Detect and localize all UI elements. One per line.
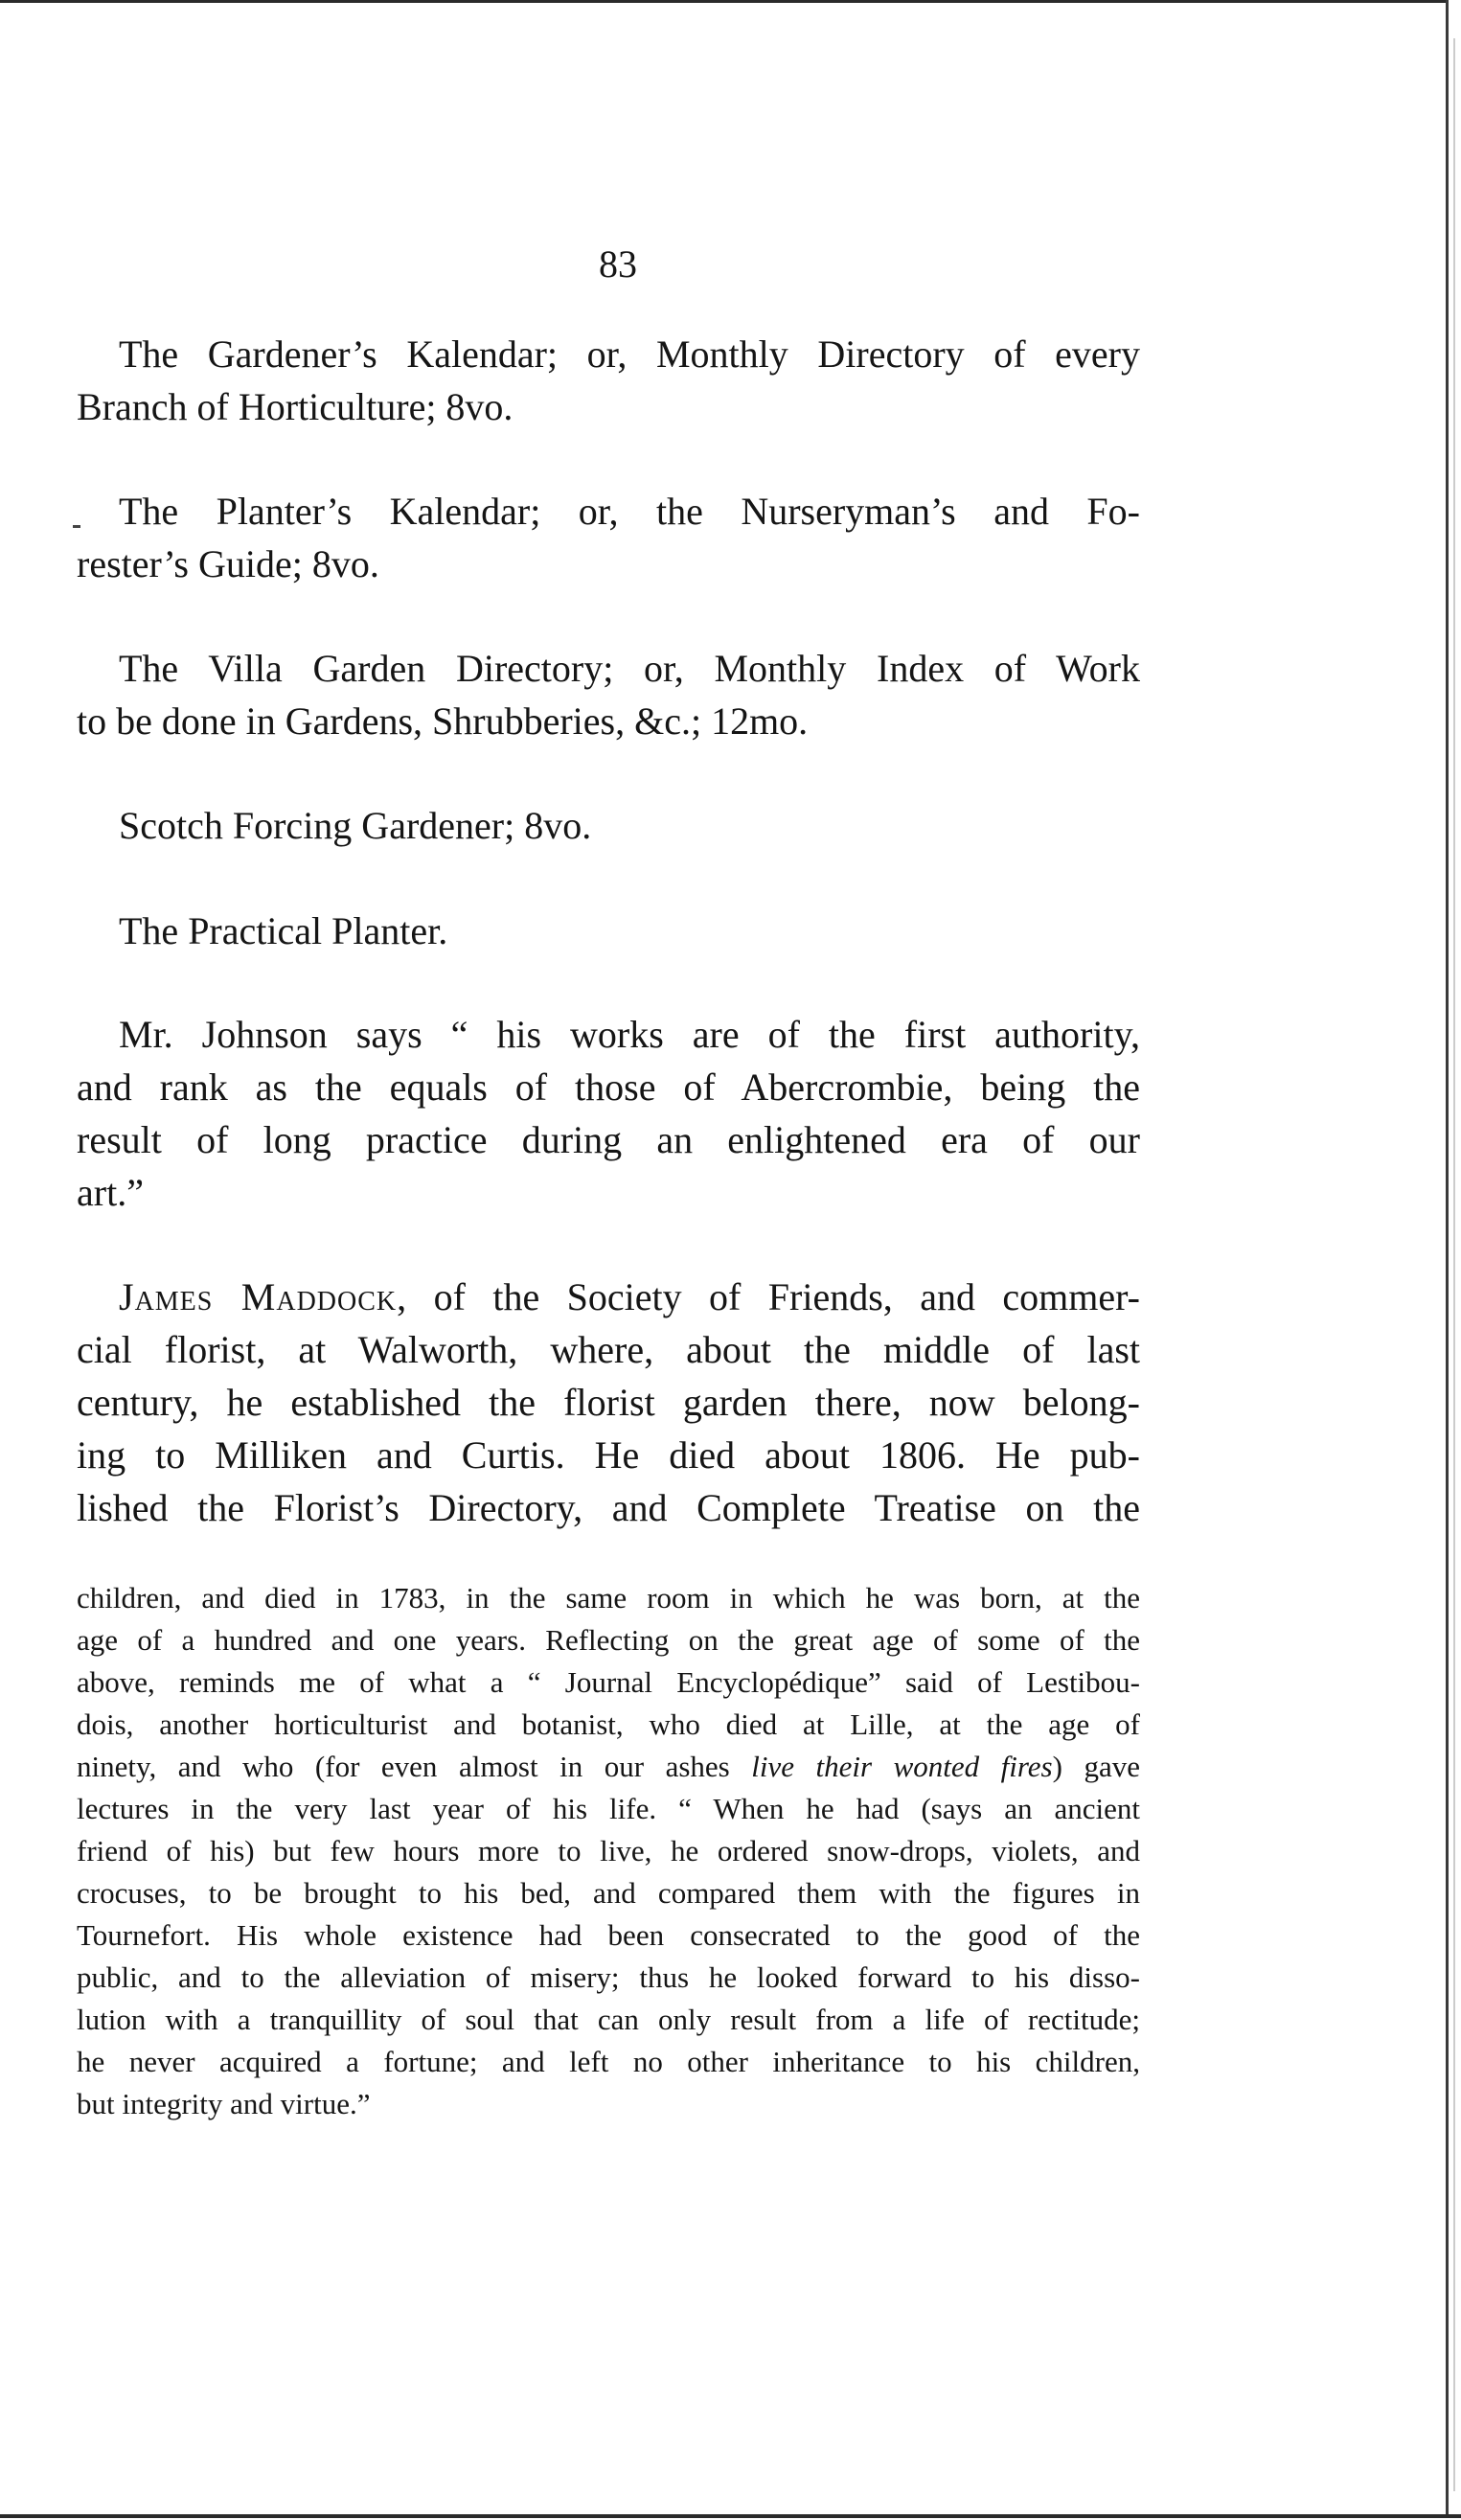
footnote-line: age of a hundred and one years. Reflecting on the great age of some of the <box>77 1623 1140 1657</box>
johnson-quotation <box>77 1008 1140 1219</box>
entry-line: rester’s Guide; 8vo. <box>77 542 379 585</box>
entry-line: Mr. Johnson says “ his works are of the first authority, <box>119 1013 1140 1056</box>
entry-line: Branch of Horticulture; 8vo. <box>77 385 514 428</box>
right-page-edge <box>1446 0 1449 2516</box>
top-edge-rule <box>0 0 1447 3</box>
entry-gardeners-kalendar <box>77 328 1140 433</box>
entry-line <box>77 1271 1140 1323</box>
italic-quotation: live their wonted fires <box>751 1750 1053 1783</box>
entry-practical-planter <box>77 905 1140 957</box>
footnote-line: dois, another horticulturist and botanist, who died at Lille, at the age of <box>77 1707 1140 1741</box>
footnote-text: ninety, and who (for even almost in our ashes <box>77 1750 752 1783</box>
entry-line: art.” <box>77 1171 144 1214</box>
entry-line: to be done in Gardens, Shrubberies, &c.; 12mo. <box>77 699 809 743</box>
entry-line: result of long practice during an enlightened era of our <box>77 1118 1140 1161</box>
entry-scotch-forcing-gardener <box>77 799 1140 852</box>
footnote-line: children, and died in 1783, in the same room in which he was born, at the <box>77 1581 1140 1615</box>
entry-line: and rank as the equals of those of Abercrombie, being the <box>77 1065 1140 1109</box>
footnote-line: crocuses, to be brought to his bed, and compared them with the figures in <box>77 1876 1140 1910</box>
footnote-line: but integrity and virtue.” <box>77 2087 371 2120</box>
footnote-line: friend of his) but few hours more to live, he ordered snow-drops, violets, and <box>77 1834 1140 1867</box>
footnote-line: Tournefort. His whole existence had been consecrated to the good of the <box>77 1918 1140 1952</box>
entry-line: lished the Florist’s Directory, and Complete Treatise on the <box>77 1486 1140 1529</box>
footnote <box>77 1577 1140 2125</box>
right-page-edge-shadow <box>1453 38 1455 2491</box>
entry-line: The Villa Garden Directory; or, Monthly Index of Work <box>119 647 1140 690</box>
footnote-line: he never acquired a fortune; and left no other inheritance to his children, <box>77 2045 1140 2078</box>
entry-line: The Practical Planter. <box>119 909 448 952</box>
footnote-line <box>77 1746 1140 1788</box>
entry-villa-garden-directory <box>77 642 1140 747</box>
entry-line: cial florist, at Walworth, where, about the middle of last <box>77 1328 1140 1371</box>
entry-planters-kalendar <box>77 485 1140 590</box>
entry-line-text: , of the Society of Friends, and commer- <box>397 1275 1140 1318</box>
footnote-line: lution with a tranquillity of soul that can only result from a life of rectitude; <box>77 2003 1140 2036</box>
footnote-text: ) gave <box>1052 1750 1140 1783</box>
footnote-line: above, reminds me of what a “ Journal Encyclopédique” said of Lestibou- <box>77 1665 1140 1699</box>
footnote-line: lectures in the very last year of his life. “ When he had (says an ancient <box>77 1792 1140 1825</box>
maddock-biography <box>77 1271 1140 1534</box>
footnote-line: public, and to the alleviation of misery; thus he looked forward to his disso- <box>77 1960 1140 1994</box>
entry-line: century, he established the florist garden there, now belong- <box>77 1381 1140 1424</box>
page-number: 83 <box>599 242 637 286</box>
entry-line: The Planter’s Kalendar; or, the Nurseryman’s and Fo- <box>119 490 1140 533</box>
entry-line: Scotch Forcing Gardener; 8vo. <box>119 804 592 847</box>
entry-line: ing to Milliken and Curtis. He died about 1806. He pub- <box>77 1433 1140 1477</box>
entry-line: The Gardener’s Kalendar; or, Monthly Directory of every <box>119 332 1140 376</box>
bottom-edge-rule <box>0 2514 1461 2518</box>
person-name: James Maddock <box>119 1275 398 1318</box>
